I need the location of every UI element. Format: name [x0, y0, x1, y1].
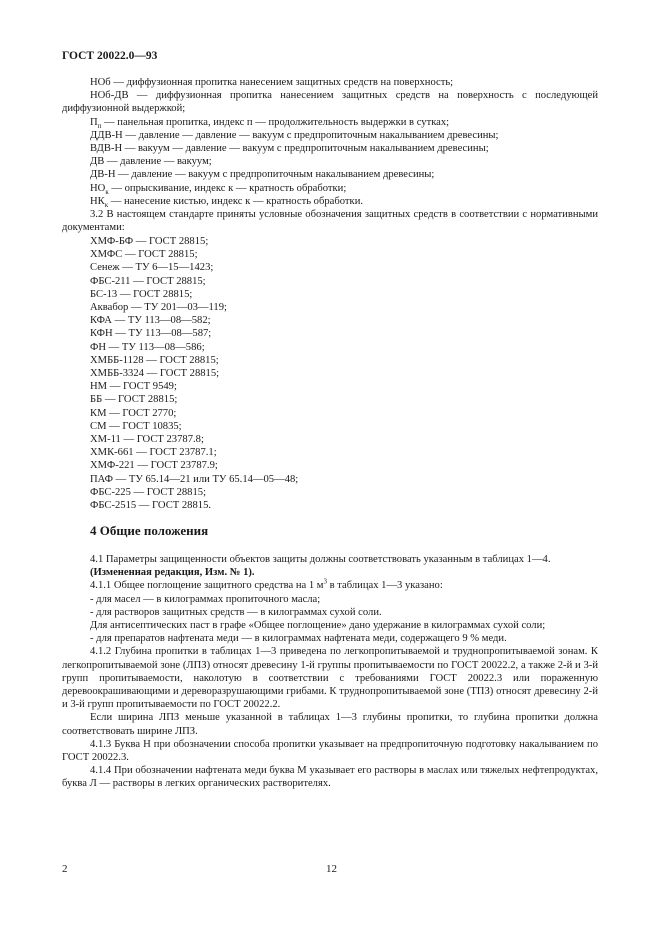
- amendment-note: (Измененная редакция, Изм. № 1).: [90, 567, 255, 579]
- para-pastes: Для антисептических паст в графе «Общее поглощение» дано удержание в килограммах сухой соли;: [90, 620, 546, 632]
- abbrev-nob: НОб — диффузионная пропитка нанесением защитных средств на поверхность;: [90, 77, 454, 88]
- section-4-heading-wrap: [62, 524, 598, 537]
- standard-header: ГОСТ 20022.0—93: [62, 50, 158, 62]
- designations-list: [62, 235, 598, 512]
- designation-item: КФА — ТУ 113—08—582;: [90, 315, 211, 327]
- designation-item: ХМББ-1128 — ГОСТ 28815;: [90, 354, 219, 366]
- designation-item: ФН — ТУ 113—08—586;: [90, 341, 205, 353]
- abbrev-dv: ДВ — давление — вакуум;: [90, 156, 212, 168]
- para-4-1-2-continued: Если ширина ЛПЗ меньше указанной в таблицах 1—3 глубины пропитки, то глубина пропитки должна соответствовать ширине ЛПЗ.: [62, 712, 598, 737]
- para-4-1-1-start: 4.1.1 Общее поглощение защитного средства на 1 м: [90, 580, 324, 592]
- abbrev-nok-index: к: [105, 187, 109, 196]
- page-number-center: 12: [326, 863, 337, 875]
- designation-item: БС-13 — ГОСТ 28815;: [90, 288, 193, 300]
- designation-item: Аквабор — ТУ 201—03—119;: [90, 302, 227, 314]
- abbrev-nok-text: — опрыскивание, индекс к — кратность обработки;: [108, 182, 347, 194]
- item-oils: - для масел — в килограммах пропиточного масла;: [90, 593, 321, 605]
- para-4-1-3: 4.1.3 Буква Н при обозначении способа пропитки указывает на предпропиточную подготовку накалыванием по ГОСТ 20022.3.: [62, 738, 598, 764]
- designation-item: ХМББ-3324 — ГОСТ 28815;: [90, 368, 220, 380]
- designation-item: ХМК-661 — ГОСТ 23787.1;: [90, 447, 217, 459]
- abbrev-nkk-text: — нанесение кистью, индекс к — кратность обработки.: [108, 195, 364, 207]
- designation-item: СМ — ГОСТ 10835;: [90, 420, 182, 432]
- abbrev-dv-n: ДВ-Н — давление — вакуум с предпропиточным накалыванием древесины;: [90, 169, 435, 181]
- designation-item: ПАФ — ТУ 65.14—21 или ТУ 65.14—05—48;: [90, 473, 299, 485]
- para-4-1-2: 4.1.2 Глубина пропитки в таблицах 1—3 приведена по легкопропитываемой и труднопропитываемой зонам. К легкопропитываемой зоне (ЛПЗ) относят древесину 1-й группы пропитываемости по ГОСТ 20022.2, а также 2-й и 3-й групп пропитываемости, наколотую в соответствии с требованиями ГОСТ 20022.3 или пораженную деревоокрашивающими и дереворазрушающими грибами. К труднопропитываемой зоне (ТПЗ) относят древесину 2-й и 3-й групп пропитываемости по ГОСТ 20022.2.: [62, 646, 598, 711]
- abbrev-nkk-symbol: НК: [90, 195, 105, 207]
- abbrev-pn: [62, 116, 598, 129]
- designation-item: ФБС-211 — ГОСТ 28815;: [90, 275, 206, 287]
- para-4-1-1: [62, 579, 598, 592]
- designation-item: КМ — ГОСТ 2770;: [90, 407, 177, 419]
- abbrev-nkk: [62, 195, 598, 208]
- designation-item: ХМФ-221 — ГОСТ 23787.9;: [90, 460, 218, 472]
- section-4-body: [62, 553, 598, 791]
- designation-item: ХМФ-БФ — ГОСТ 28815;: [90, 236, 209, 247]
- abbreviations-block: [62, 76, 598, 234]
- para-4-1-1-end: в таблицах 1—3 указано:: [327, 580, 443, 592]
- designation-item: ХМФС — ГОСТ 28815;: [90, 249, 198, 261]
- para-4-1: 4.1 Параметры защищенности объектов защиты должны соответствовать указанным в таблицах 1—4.: [90, 554, 551, 565]
- abbrev-vdv-n: ВДВ-Н — вакуум — давление — вакуум с предпропиточным накалыванием древесины;: [90, 143, 489, 155]
- designation-item: ФБС-225 — ГОСТ 28815;: [90, 486, 207, 498]
- abbrev-pn-index: п: [97, 121, 102, 130]
- designation-item: ББ — ГОСТ 28815;: [90, 394, 178, 406]
- abbrev-nob-dv: НОб-ДВ — диффузионная пропитка нанесением защитных средств на поверхность с последующей диффузионной выдержкой;: [62, 90, 598, 115]
- page-number-left: 2: [62, 863, 68, 875]
- abbrev-ddv-n: ДДВ-Н — давление — давление — вакуум с предпропиточным накалыванием древесины;: [90, 129, 499, 141]
- para-4-1-4: 4.1.4 При обозначении нафтената меди буква М указывает его растворы в маслах или тяжелых нефтепродуктах, буква Л — растворы в легких органических растворителях.: [62, 765, 598, 790]
- section-4-title: 4 Общие положения: [90, 523, 209, 538]
- item-naphthenate: - для препаратов нафтената меди — в килограммах нафтената меди, содержащего 9 % меди.: [90, 633, 507, 645]
- designation-item: ХМ-11 — ГОСТ 23787.8;: [90, 434, 204, 446]
- designation-item: НМ — ГОСТ 9549;: [90, 381, 177, 393]
- abbrev-pn-symbol: П: [90, 116, 98, 128]
- designation-item: Сенеж — ТУ 6—15—1423;: [90, 262, 214, 274]
- abbrev-nkk-index: к: [104, 200, 109, 209]
- cubic-superscript: 3: [323, 577, 327, 586]
- abbrev-nok-symbol: НО: [90, 182, 106, 194]
- designation-item: ФБС-2515 — ГОСТ 28815.: [90, 500, 212, 512]
- abbrev-pn-text: — панельная пропитка, индекс п — продолжительность выдержки в сутках;: [101, 116, 450, 128]
- abbrev-nok: [62, 182, 598, 195]
- section-3-2: 3.2 В настоящем стандарте приняты условные обозначения защитных средств в соответствии с нормативными документами:: [62, 209, 598, 234]
- designation-item: КФН — ТУ 113—08—587;: [90, 328, 212, 340]
- item-salts: - для растворов защитных средств — в килограммах сухой соли.: [90, 606, 382, 618]
